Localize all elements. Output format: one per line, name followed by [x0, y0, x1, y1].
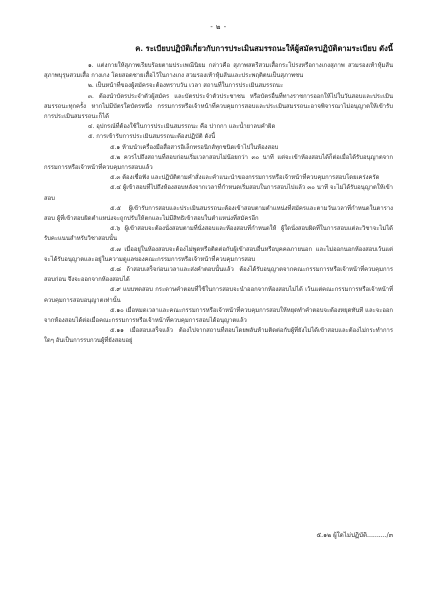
- paragraph-rule-5-7: ๕.๗ เมื่ออยู่ในห้องสอบจะต้องไม่พูดหรือติดต่อกับผู้เข้าสอบอื่นหรือบุคคลภายนอก และไม่ออกนอกห้องสอบเว้นแต่จะได้รับอนุญาตและอยู่ในความดูแลของคณะกรรมการหรือเจ้าหน้าที่ควบคุมการสอบ: [44, 246, 393, 263]
- paragraph-rule-5-5: ๕.๕ ผู้เข้ารับการสอบและประเมินสมรรถนะต้องเข้าสอบตามตำแหน่งที่สมัครและตามวันเวลาที่กำหนดในตารางสอบ ผู้ที่เข้าสอบผิดตำแหน่งจะถูกปรับให้ตกและไม่มีสิทธิเข้าสอบในตำแหน่งที่สมัครอีก: [44, 205, 393, 223]
- paragraph-dress-code: ๑. แต่งกายให้สุภาพเรียบร้อยตามประเพณีนิยม กล่าวคือ สุภาพสตรีสวมเสื้อกระโปรงหรือกางเกงสุภาพ สวมรองเท้าหุ้มส้น สุภาพบุรุษสวมเสื้อ กางเกง โดยสอดชายเสื้อไว้ในกางเกง สวมรองเท้าหุ้มส้นและประพฤติตนเป็นสุภาพชน: [44, 63, 393, 80]
- paragraph-rule-5-3: ๕.๓ ต้องเชื่อฟัง และปฏิบัติตามคำสั่งและคำแนะนำของกรรมการหรือเจ้าหน้าที่ควบคุมการสอบโดยเคร่งครัด: [110, 175, 380, 182]
- paragraph-rule-5-9: ๕.๙ แบบทดสอบ กระดาษคำตอบที่ใช้ในการสอบจะนำออกจากห้องสอบไม่ได้ เว้นแต่คณะกรรมการหรือเจ้าหน้าที่ควบคุมการสอบอนุญาตเท่านั้น: [44, 287, 393, 304]
- page-footer-continuation: ๕.๑๒ ผู้ใดไม่ปฏิบัติ........../๓: [316, 532, 393, 539]
- paragraph-rule-5-4: ๕.๔ ผู้เข้าสอบที่ไปถึงห้องสอบหลังจากเวลาที่กำหนดเริ่มสอบในการสอบไปแล้ว ๓๐ นาที จะไม่ได้รับอนุญาตให้เข้าสอบ: [44, 185, 393, 202]
- paragraph-schedule: ๒. เป็นหน้าที่ของผู้สมัครจะต้องทราบวัน เวลา สถานที่ในการประเมินสมรรถนะ: [88, 83, 284, 90]
- section-title: ค. ระเบียบปฏิบัติเกี่ยวกับการประเมินสมรรถนะให้ผู้สมัครปฏิบัติตามระเบียบ ดังนี้: [135, 44, 393, 53]
- paragraph-rule-5-10: ๕.๑๐ เมื่อหมดเวลาและคณะกรรมการหรือเจ้าหน้าที่ควบคุมการสอบให้หยุดทำคำตอบจะต้องหยุดทันที และจะออกจากห้องสอบได้ต่อเมื่อคณะกรรมการหรือเจ้าหน้าที่ควบคุมการสอบได้อนุญาตแล้ว: [44, 307, 393, 325]
- page-number: - ๒ -: [210, 23, 227, 31]
- paragraph-rule-5-8: ๕.๘ ถ้าสอบเสร็จก่อนเวลาและส่งคำตอบนั้นแล้ว ต้องได้รับอนุญาตจากคณะกรรมการหรือเจ้าหน้าที่ควบคุมการสอบก่อน จึงจะออกจากห้องสอบได้: [44, 267, 393, 284]
- paragraph-equipment: ๔. อุปกรณ์ที่ต้องใช้ในการประเมินสมรรถนะ คือ ปากกา และน้ำยาลบคำผิด: [88, 124, 276, 131]
- paragraph-rules-intro: ๕. การเข้ารับการประเมินสมรรถนะต้องปฏิบัติ ดังนี้: [88, 134, 216, 141]
- paragraph-rule-5-1: ๕.๑ ห้ามนำเครื่องมือสื่อสารอิเล็กทรอนิกส์ทุกชนิดเข้าไปในห้องสอบ: [110, 144, 279, 151]
- paragraph-rule-5-6: ๕.๖ ผู้เข้าสอบจะต้องนั่งสอบตามที่นั่งสอบและห้องสอบที่กำหนดให้ ผู้ใดนั่งสอบผิดที่ในการสอบแต่ละวิชาจะไม่ได้รับคะแนนสำหรับวิชาสอบนั้น: [44, 226, 393, 243]
- paragraph-rule-5-2: ๕.๒ ควรไปถึงสถานที่สอบก่อนเริ่มเวลาสอบไม่น้อยกว่า ๓๐ นาที แต่จะเข้าห้องสอบได้ก็ต่อเมื่อได้รับอนุญาตจากกรรมการหรือเจ้าหน้าที่ควบคุมการสอบแล้ว: [44, 154, 393, 172]
- paragraph-rule-5-11: ๕.๑๑ เมื่อสอบเสร็จแล้ว ต้องไปจากสถานที่สอบโดยพลันห้ามติดต่อกับผู้ที่ยังไม่ได้เข้าสอบและต้องไม่กระทำการใดๆ อันเป็นการรบกวนผู้ที่ยังสอบอยู่: [44, 328, 393, 345]
- paragraph-id-card: ๓. ต้องนำบัตรประจำตัวผู้สมัคร และบัตรประจำตัวประชาชน หรือบัตรอื่นที่ทางราชการออกให้ไปในวันสอบและประเมินสมรรถนะทุกครั้ง หากไม่มีบัตรใดบัตรหนึ่ง กรรมการหรือเจ้าหน้าที่ควบคุมการสอบและประเมินสมรรถนะอาจพิจารณาไม่อนุญาตให้เข้ารับการประเมินสมรรถนะก็ได้: [44, 93, 393, 121]
